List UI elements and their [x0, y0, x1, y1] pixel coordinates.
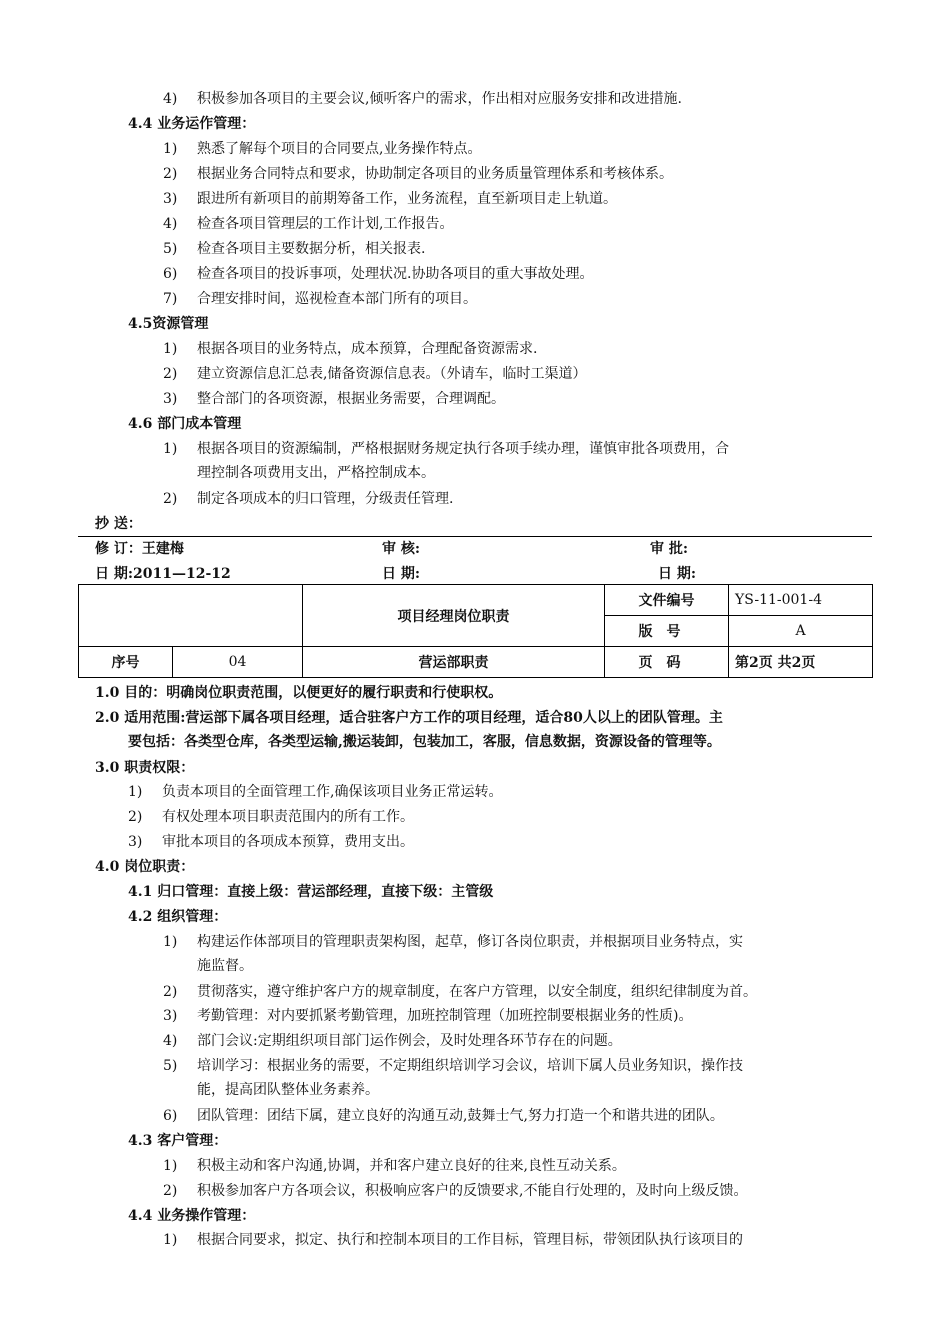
- list-item: 5) 检查各项目主要数据分析，相关报表.: [163, 241, 426, 257]
- list-item: 1) 积极主动和客户沟通,协调，并和客户建立良好的往来,良性互动关系。: [163, 1158, 626, 1174]
- list-item: 3) 考勤管理：对内要抓紧考勤管理，加班控制管理（加班控制要根据业务的性质)。: [163, 1008, 693, 1024]
- section-3-0: 3.0 职责权限：: [95, 760, 195, 776]
- doc-number-label: 文件编号: [605, 585, 729, 616]
- list-item: 1) 根据各项目的资源编制，严格根据财务规定执行各项手续办理，谨慎审批各项费用，合: [163, 441, 729, 457]
- section-4-2: 4.2 组织管理：: [128, 909, 228, 925]
- revised-by: 修 订：王建梅: [95, 541, 184, 557]
- seq-label: 序号: [79, 647, 173, 678]
- list-item: 5) 培训学习：根据业务的需要，不定期组织培训学习会议，培训下属人员业务知识，操作技: [163, 1058, 743, 1074]
- list-item: 2) 积极参加客户方各项会议，积极响应客户的反馈要求,不能自行处理的，及时向上级反馈。: [163, 1183, 748, 1199]
- list-item: 2) 贯彻落实，遵守维护客户方的规章制度，在客户方管理，以安全制度，组织纪律制度为首。: [163, 984, 757, 1000]
- list-item-continuation: 施监督。: [197, 958, 253, 974]
- list-item: 1) 负责本项目的全面管理工作,确保该项目业务正常运转。: [128, 784, 503, 800]
- section-2-0-continuation: 要包括：各类型仓库，各类型运输,搬运装卸，包装加工，客服，信息数据，资源设备的管理等。: [128, 734, 721, 750]
- list-item: 6) 团队管理：团结下属，建立良好的沟通互动,鼓舞士气,努力打造一个和谐共进的团队。: [163, 1108, 724, 1124]
- document-header-table: [78, 584, 873, 678]
- divider: [78, 536, 872, 537]
- approve-date: 日 期:: [658, 566, 697, 582]
- section-2-0: 2.0 适用范围:营运部下属各项目经理，适合驻客户方工作的项目经理，适合80人以上的团队管理。主: [95, 710, 723, 726]
- seq-number: 04: [173, 647, 303, 678]
- list-item-continuation: 能，提高团队整体业务素养。: [197, 1082, 379, 1098]
- logo-cell: [79, 585, 303, 647]
- list-item: 7) 合理安排时间，巡视检查本部门所有的项目。: [163, 291, 477, 307]
- list-item: 4) 部门会议:定期组织项目部门运作例会，及时处理各环节存在的问题。: [163, 1033, 622, 1049]
- list-item-continuation: 理控制各项费用支出，严格控制成本。: [197, 465, 435, 481]
- approved-by: 审 批:: [650, 541, 689, 557]
- list-item: 1) 熟悉了解每个项目的合同要点,业务操作特点。: [163, 141, 482, 157]
- revise-date: 日 期:2011—12-12: [95, 566, 231, 582]
- list-item: 3) 跟进所有新项目的前期筹备工作，业务流程，直至新项目走上轨道。: [163, 191, 617, 207]
- section-1-0: 1.0 目的：明确岗位职责范围，以便更好的履行职责和行使职权。: [95, 685, 503, 701]
- list-item: 3) 整合部门的各项资源，根据业务需要，合理调配。: [163, 391, 505, 407]
- section-heading-4-4: 4.4 业务运作管理：: [128, 116, 256, 132]
- list-item: 2) 有权处理本项目职责范围内的所有工作。: [128, 809, 414, 825]
- list-item: 2) 建立资源信息汇总表,储备资源信息表。（外请车，临时工渠道）: [163, 366, 587, 382]
- dept-responsibility: 营运部职责: [303, 647, 605, 678]
- list-item: 1) 根据合同要求，拟定、执行和控制本项目的工作目标，管理目标，带领团队执行该项目的: [163, 1232, 743, 1248]
- version: A: [729, 616, 873, 647]
- version-label: 版号: [605, 616, 729, 647]
- page-label: 页码: [605, 647, 729, 678]
- section-heading-4-6: 4.6 部门成本管理: [128, 416, 242, 432]
- list-item: 2) 制定各项成本的归口管理，分级责任管理.: [163, 491, 454, 507]
- list-item: 4) 积极参加各项目的主要会议,倾听客户的需求，作出相对应服务安排和改进措施.: [163, 91, 682, 107]
- section-4-4-operations: 4.4 业务操作管理：: [128, 1208, 256, 1224]
- list-item: 4) 检查各项目管理层的工作计划,工作报告。: [163, 216, 454, 232]
- document-title: 项目经理岗位职责: [303, 585, 605, 647]
- page-number: 第2页 共2页: [729, 647, 873, 678]
- list-item: 2) 根据业务合同特点和要求，协助制定各项目的业务质量管理体系和考核体系。: [163, 166, 673, 182]
- section-heading-4-5: 4.5资源管理: [128, 316, 209, 332]
- section-4-1: 4.1 归口管理：直接上级：营运部经理，直接下级：主管级: [128, 884, 494, 900]
- list-item: 3) 审批本项目的各项成本预算，费用支出。: [128, 834, 414, 850]
- reviewed-by: 审 核:: [382, 541, 421, 557]
- review-date: 日 期:: [382, 566, 421, 582]
- doc-number: YS-11-001-4: [729, 585, 873, 616]
- list-item: 1) 构建运作体部项目的管理职责架构图，起草，修订各岗位职责，并根据项目业务特点，实: [163, 934, 743, 950]
- section-4-0: 4.0 岗位职责：: [95, 859, 195, 875]
- list-item: 6) 检查各项目的投诉事项，处理状况.协助各项目的重大事故处理。: [163, 266, 594, 282]
- cc-label: 抄 送：: [95, 516, 142, 532]
- section-4-3: 4.3 客户管理：: [128, 1133, 228, 1149]
- list-item: 1) 根据各项目的业务特点，成本预算，合理配备资源需求.: [163, 341, 538, 357]
